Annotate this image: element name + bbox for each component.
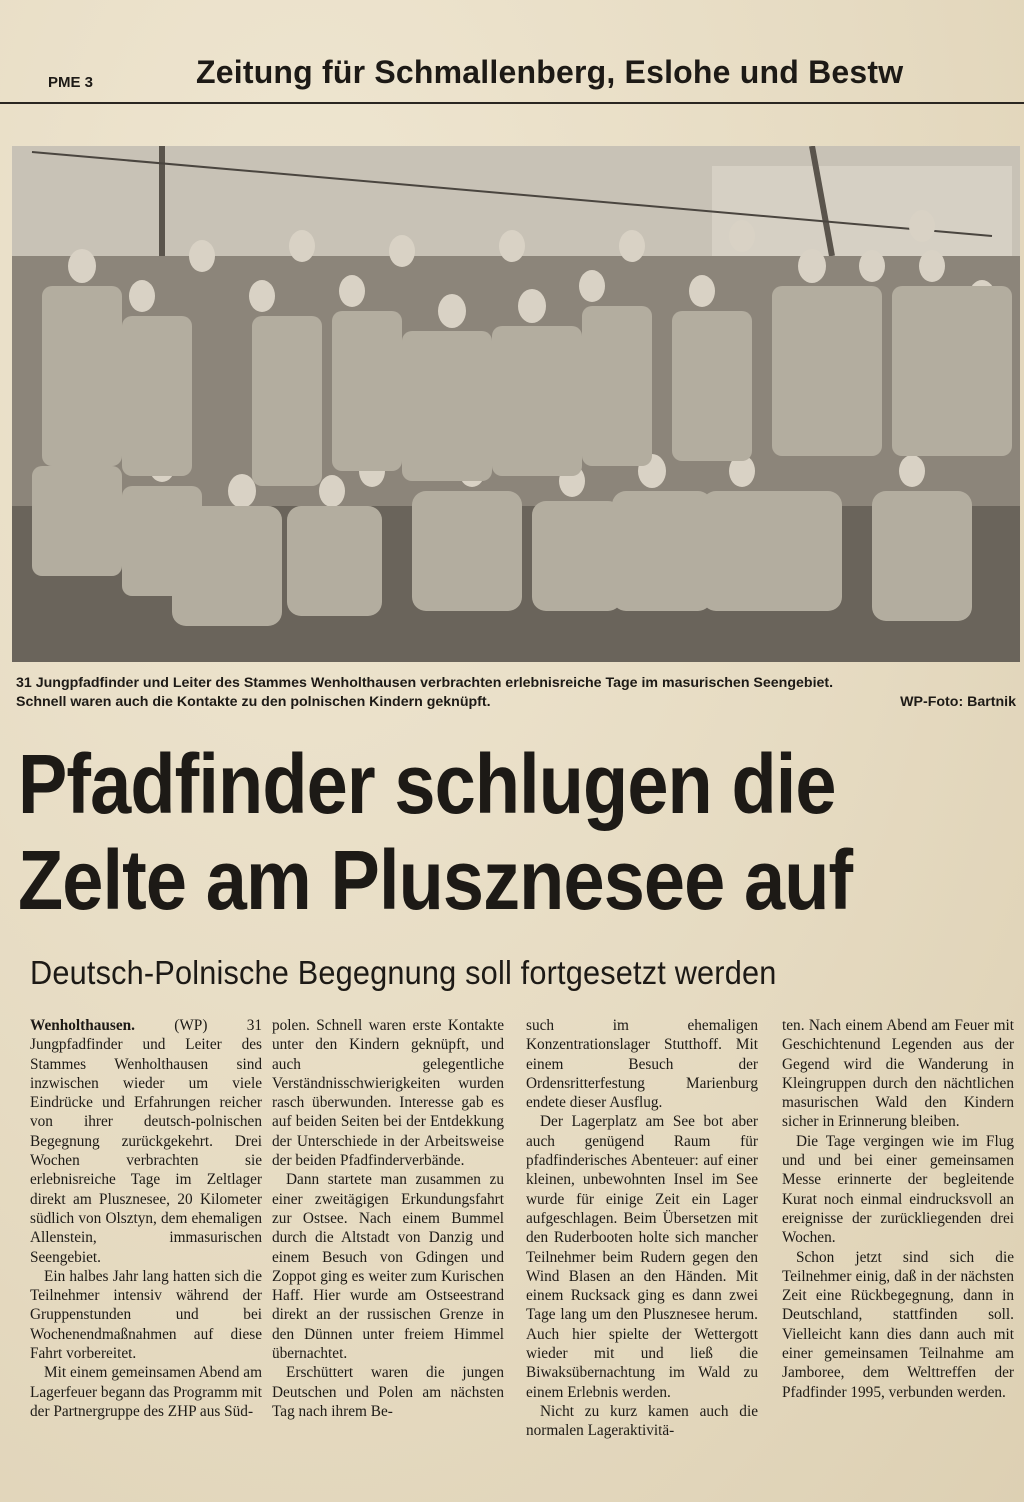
article-column-4 [782, 1016, 1014, 1502]
caption-line-2: Schnell waren auch die Kontakte zu den polnischen Kindern geknüpft. [16, 694, 491, 710]
article-column-1 [30, 1016, 262, 1502]
article-paragraph: Die Tage vergingen wie im Flug und und bei einer gemeinsamen Messe erinnerte der begleitende Kurat noch einmal eindrucksvoll an ereignisse der zurückliegenden drei Wochen. [782, 1132, 1014, 1247]
header-rule [0, 102, 1024, 104]
group-photo [12, 146, 1020, 662]
article-column-3 [526, 1016, 758, 1502]
article-paragraph: ten. Nach einem Abend am Feuer mit Geschichtenund Legenden aus der Gegend wird die Wanderung in Kleingruppen durch den nächtlichen masurischen Wald den Kindern sicher in Erinnerung bleiben. [782, 1017, 1014, 1131]
article-paragraph [30, 1016, 262, 1267]
paragraph-text: (WP) 31 Jungpfadfinder und Leiter des Stammes Wenholthausen sind inzwischen wieder um viele Eindrücke und Erfahrungen reicher von ihrer deutsch-polnischen Begegnung zurückgekehrt. Drei Wochen verbrachten sie erlebnisreiche Tage im Zeltlager direkt am Plusznesee, 20 Kilometer südlich von Olsztyn, dem ehemaligen Allenstein, immasurischen Seengebiet. [30, 1017, 262, 1266]
group-photo-illustration [12, 146, 1020, 662]
photo-caption [16, 674, 1016, 712]
subheadline: Deutsch-Polnische Begegnung soll fortgesetzt werden [30, 954, 777, 991]
caption-line-1: 31 Jungpfadfinder und Leiter des Stammes Wenholthausen verbrachten erlebnisreiche Tage im masurischen Seengebiet. [16, 675, 834, 691]
page-code: PME 3 [48, 74, 94, 91]
article-paragraph: Dann startete man zusammen zu einer zweitägigen Erkundungsfahrt zur Ostsee. Nach einem Bummel durch die Altstadt von Danzig und einem Besuch von Gdingen und Zoppot ging es weiter zum Kurischen Haff. Hier wurde am Ostseestrand direkt an der russischen Grenze in den Dünnen unter freiem Himmel übernachtet. [272, 1171, 504, 1363]
headline [18, 736, 898, 928]
headline-line-1: Pfadfinder schlugen die [18, 737, 836, 831]
article-paragraph: Mit einem gemeinsamen Abend am Lagerfeuer begann das Programm mit der Partnergruppe des ZHP aus Süd- [30, 1364, 262, 1420]
headline-line-2: Zelte am Plusznesee auf [18, 833, 853, 927]
dateline: Wenholthausen. [30, 1017, 135, 1034]
article-paragraph: Der Lagerplatz am See bot aber auch genügend Raum für pfadfinderisches Abenteuer: auf einer kleinen, unbewohnten Insel im See wurde für einige Zeit ein Lager aufgeschlagen. Beim Übersetzen mit den Ruderbooten holte sich mancher Teilnehmer beim Rudern gegen den Wind Blasen an den Händen. Mit einem Rucksack ging es dann zwei Tage lang um den Plusznesee herum. Auch hier spielte der Wettergott wieder mit und ließ die Biwaksübernachtung im Wald zu einem Erlebnis werden. [526, 1113, 758, 1401]
article-paragraph: Schon jetzt sind sich die Teilnehmer einig, daß in der nächsten Zeit eine Rückbegegnung, dann in Deutschland, stattfinden soll. Vielleicht kann dies dann auch mit einer gemeinsamen Teilnahme am Jamboree, dem Welttreffen der Pfadfinder 1995, verbunden werden. [782, 1248, 1014, 1401]
section-title: Zeitung für Schmallenberg, Eslohe und Bestw [196, 54, 904, 90]
article-paragraph: polen. Schnell waren erste Kontakte unter den Kindern geknüpft, und auch gelegentliche Verständnisschwierigkeiten wurden rasch überwunden. Interesse gab es auf beiden Seiten bei der Entdekkung der Unterschiede in der Arbeitsweise der beiden Pfadfinderverbände. [272, 1017, 504, 1170]
article-paragraph: Ein halbes Jahr lang hatten sich die Teilnehmer intensiv während der Gruppenstunden und bei Wochenendmaßnahmen auf diese Fahrt vorbereitet. [30, 1267, 262, 1363]
photo-credit: WP-Foto: Bartnik [900, 694, 1016, 710]
article-column-2 [272, 1016, 504, 1502]
article-paragraph: Erschüttert waren die jungen Deutschen und Polen am nächsten Tag nach ihrem Be- [272, 1364, 504, 1420]
article-paragraph: such im ehemaligen Konzentrationslager Stutthoff. Mit einem Besuch der Ordensritterfestung Marienburg endete dieser Ausflug. [526, 1017, 758, 1112]
article-paragraph: Nicht zu kurz kamen auch die normalen Lageraktivitä- [526, 1402, 758, 1440]
